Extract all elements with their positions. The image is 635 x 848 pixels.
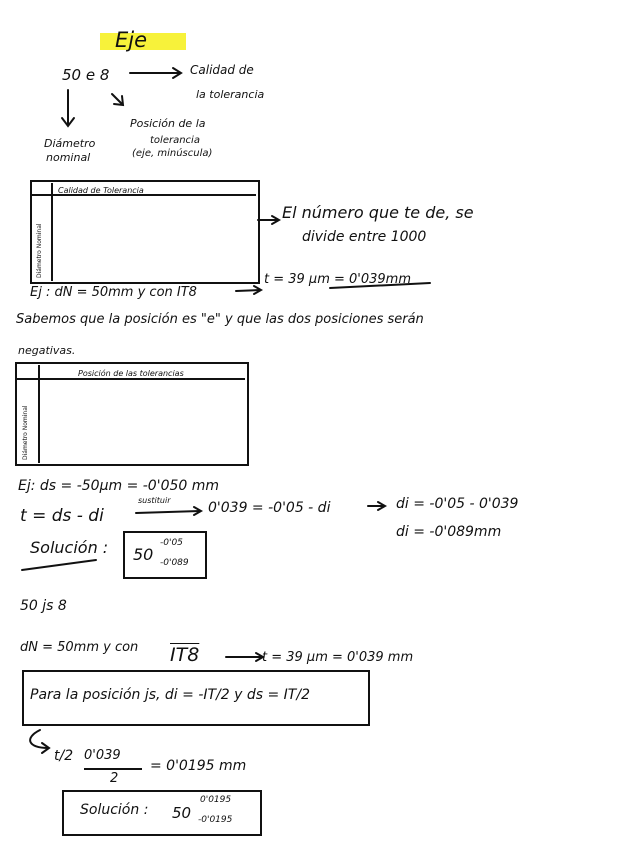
solution1-lower: -0'089 [160, 558, 189, 568]
table2-header: Posición de las tolerancias [78, 369, 184, 378]
table1-header: Calidad de Tolerancia [58, 186, 144, 195]
quality-label-2: la tolerancia [196, 88, 265, 101]
solution1-underline [22, 560, 96, 570]
example2-t-sub: 0'039 = -0'05 - di [208, 500, 331, 516]
half-den: 2 [110, 771, 119, 786]
page-title: Eje [115, 28, 148, 52]
half-result: = 0'0195 mm [150, 758, 247, 774]
nominal-label-1: Diámetro [44, 137, 96, 150]
table1-note-2: divide entre 1000 [302, 229, 427, 245]
half-num: 0'039 [84, 748, 121, 763]
solution2-label: Solución : [80, 802, 149, 818]
example2-t-eq: t = ds - di [20, 506, 104, 526]
js-rule: Para la posición js, di = -IT/2 y ds = IT/2 [30, 687, 310, 703]
solution2-lower: -0'0195 [198, 815, 233, 825]
example1-line: Ej : dN = 50mm y con IT8 [30, 285, 197, 300]
designation-50e8: 50 e 8 [62, 66, 110, 84]
part2-dn-line: dN = 50mm y con [20, 640, 139, 655]
substitute-arrow [136, 511, 200, 513]
example2-ds: Ej: ds = -50µm = -0'050 mm [18, 478, 220, 494]
result-underline [330, 283, 430, 288]
example2-di-calc: di = -0'05 - 0'039 [396, 496, 519, 512]
example2-substitute: sustituir [138, 496, 171, 505]
statement-line-2: negativas. [18, 344, 76, 357]
part2-t-value: t = 39 µm = 0'039 mm [262, 650, 414, 665]
solution2-upper: 0'0195 [200, 795, 232, 805]
quality-label-1: Calidad de [190, 63, 254, 77]
arrow-to-position [112, 94, 122, 104]
statement-line-1: Sabemos que la posición es "e" y que las dos posiciones serán [16, 312, 424, 327]
part2-designation: 50 js 8 [20, 598, 67, 614]
table2-side-label: Diámetro Nominal [22, 405, 29, 460]
solution1-upper: -0'05 [160, 538, 183, 548]
position-label-3: (eje, minúscula) [132, 148, 213, 159]
table1-side-label: Diámetro Nominal [36, 223, 43, 278]
example2-di-result: di = -0'089mm [396, 524, 502, 540]
half-t-lhs: t/2 [54, 748, 74, 764]
position-label-2: tolerancia [150, 135, 200, 146]
table1-note-1: El número que te de, se [282, 203, 474, 222]
example2-solution-label: Solución : [30, 538, 109, 557]
solution2-base: 50 [172, 804, 192, 822]
solution1-base: 50 [133, 545, 154, 564]
position-label-1: Posición de la [130, 117, 206, 130]
example1-result: t = 39 µm = 0'039mm [264, 272, 412, 287]
nominal-label-2: nominal [46, 151, 91, 164]
part2-it: IT8 [170, 644, 200, 666]
arrow-to-result [236, 290, 260, 291]
